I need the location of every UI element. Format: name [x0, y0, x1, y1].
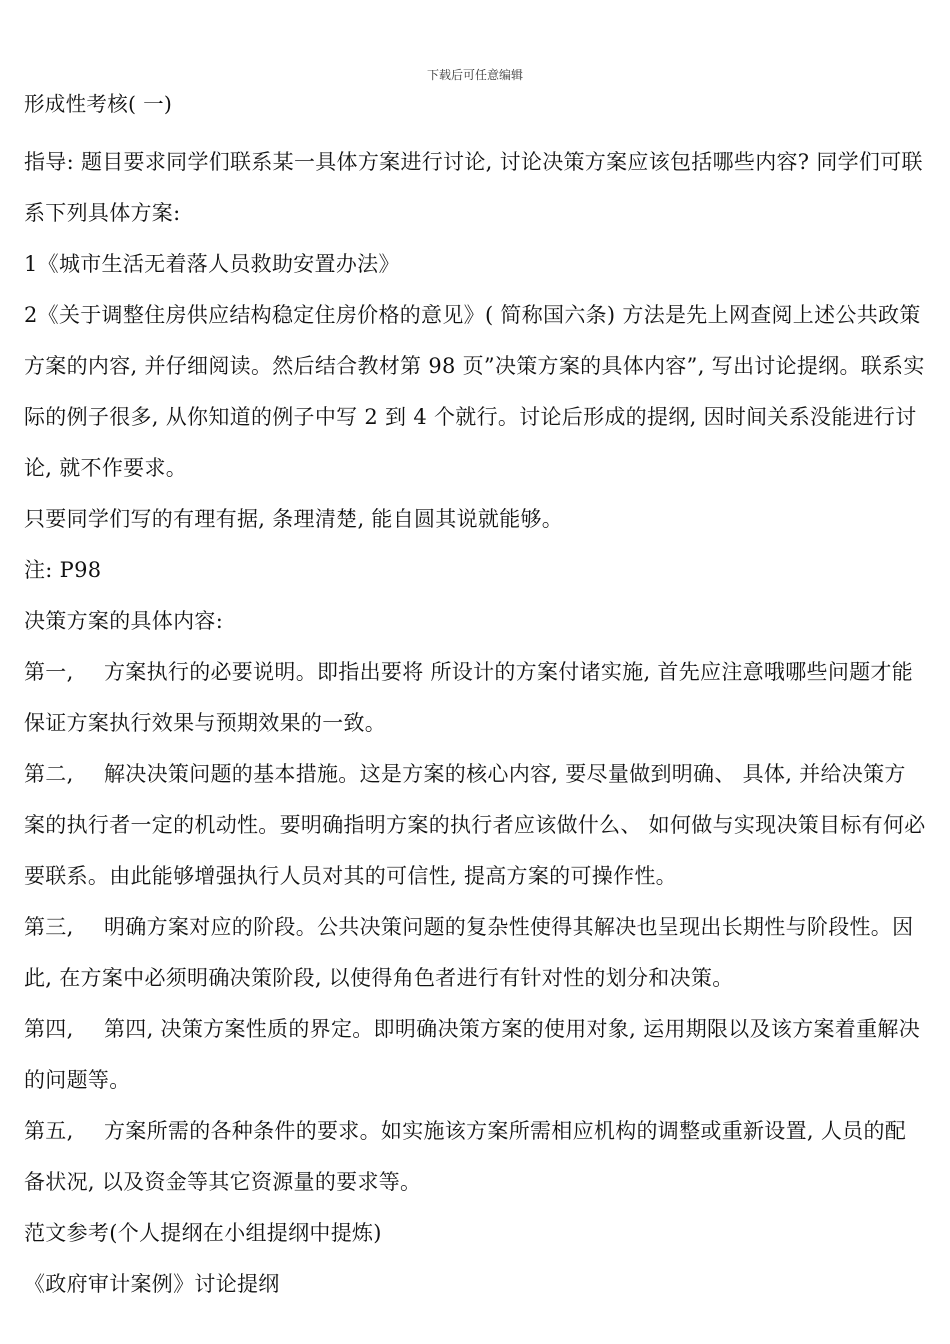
content-item	[24, 1106, 926, 1208]
contents-heading: 决策方案的具体内容:	[24, 609, 224, 633]
item-label: 第二,	[24, 762, 74, 786]
content-item	[24, 902, 926, 1004]
item-label: 第三,	[24, 915, 74, 939]
item-text: 第四, 决策方案性质的界定。即明确决策方案的使用对象, 运用期限以及该方案着重解决的问题等。	[24, 1017, 920, 1092]
item-label: 第四,	[24, 1017, 74, 1041]
reference-title: 《政府审计案例》讨论提纲	[24, 1272, 280, 1296]
item-text: 解决决策问题的基本措施。这是方案的核心内容, 要尽量做到明确、 具体, 并给决策方案的执行者一定的机动性。要明确指明方案的执行者应该做什么、 如何做与实现决策目标有何必要联系。由此能够增强执行人员对其的可信性, 提高方案的可操作性。	[24, 762, 926, 888]
item-text: 方案所需的各种条件的要求。如实施该方案所需相应机构的调整或重新设置, 人员的配备状况, 以及资金等其它资源量的要求等。	[24, 1119, 907, 1194]
case-two-paragraph: 2《关于调整住房供应结构稳定住房价格的意见》( 简称国六条) 方法是先上网查阅上述公共政策方案的内容, 并仔细阅读。然后结合教材第 98 页”决策方案的具体内容”, 写出讨论提纲。联系实际的例子很多, 从你知道的例子中写 2 到 4 个就行。讨论后形成的提纲, 因时间关系没能进行讨论, 就不作要求。	[24, 303, 925, 480]
header-note: 下载后可任意编辑	[426, 68, 523, 82]
item-text: 明确方案对应的阶段。公共决策问题的复杂性使得其解决也呈现出长期性与阶段性。因此, 在方案中必须明确决策阶段, 以使得角色者进行有针对性的划分和决策。	[24, 915, 914, 990]
content-item	[24, 1004, 926, 1106]
content-item	[24, 647, 926, 749]
reasoning-paragraph: 只要同学们写的有理有据, 条理清楚, 能自圆其说就能够。	[24, 507, 564, 531]
case-one: 1《城市生活无着落人员救助安置办法》	[24, 252, 400, 276]
reference-heading: 范文参考(个人提纲在小组提纲中提炼)	[24, 1221, 382, 1245]
guidance-paragraph: 指导: 题目要求同学们联系某一具体方案进行讨论, 讨论决策方案应该包括哪些内容? 同学们可联系下列具体方案:	[24, 150, 923, 225]
item-label: 第一,	[24, 660, 74, 684]
page-title: 形成性考核( 一)	[24, 92, 173, 116]
content-item	[24, 749, 926, 902]
item-text: 方案执行的必要说明。即指出要将 所设计的方案付诸实施, 首先应注意哦哪些问题才能保证方案执行效果与预期效果的一致。	[24, 660, 914, 735]
note-line: 注: P98	[24, 558, 102, 582]
document-body	[24, 86, 926, 1310]
item-label: 第五,	[24, 1119, 74, 1143]
